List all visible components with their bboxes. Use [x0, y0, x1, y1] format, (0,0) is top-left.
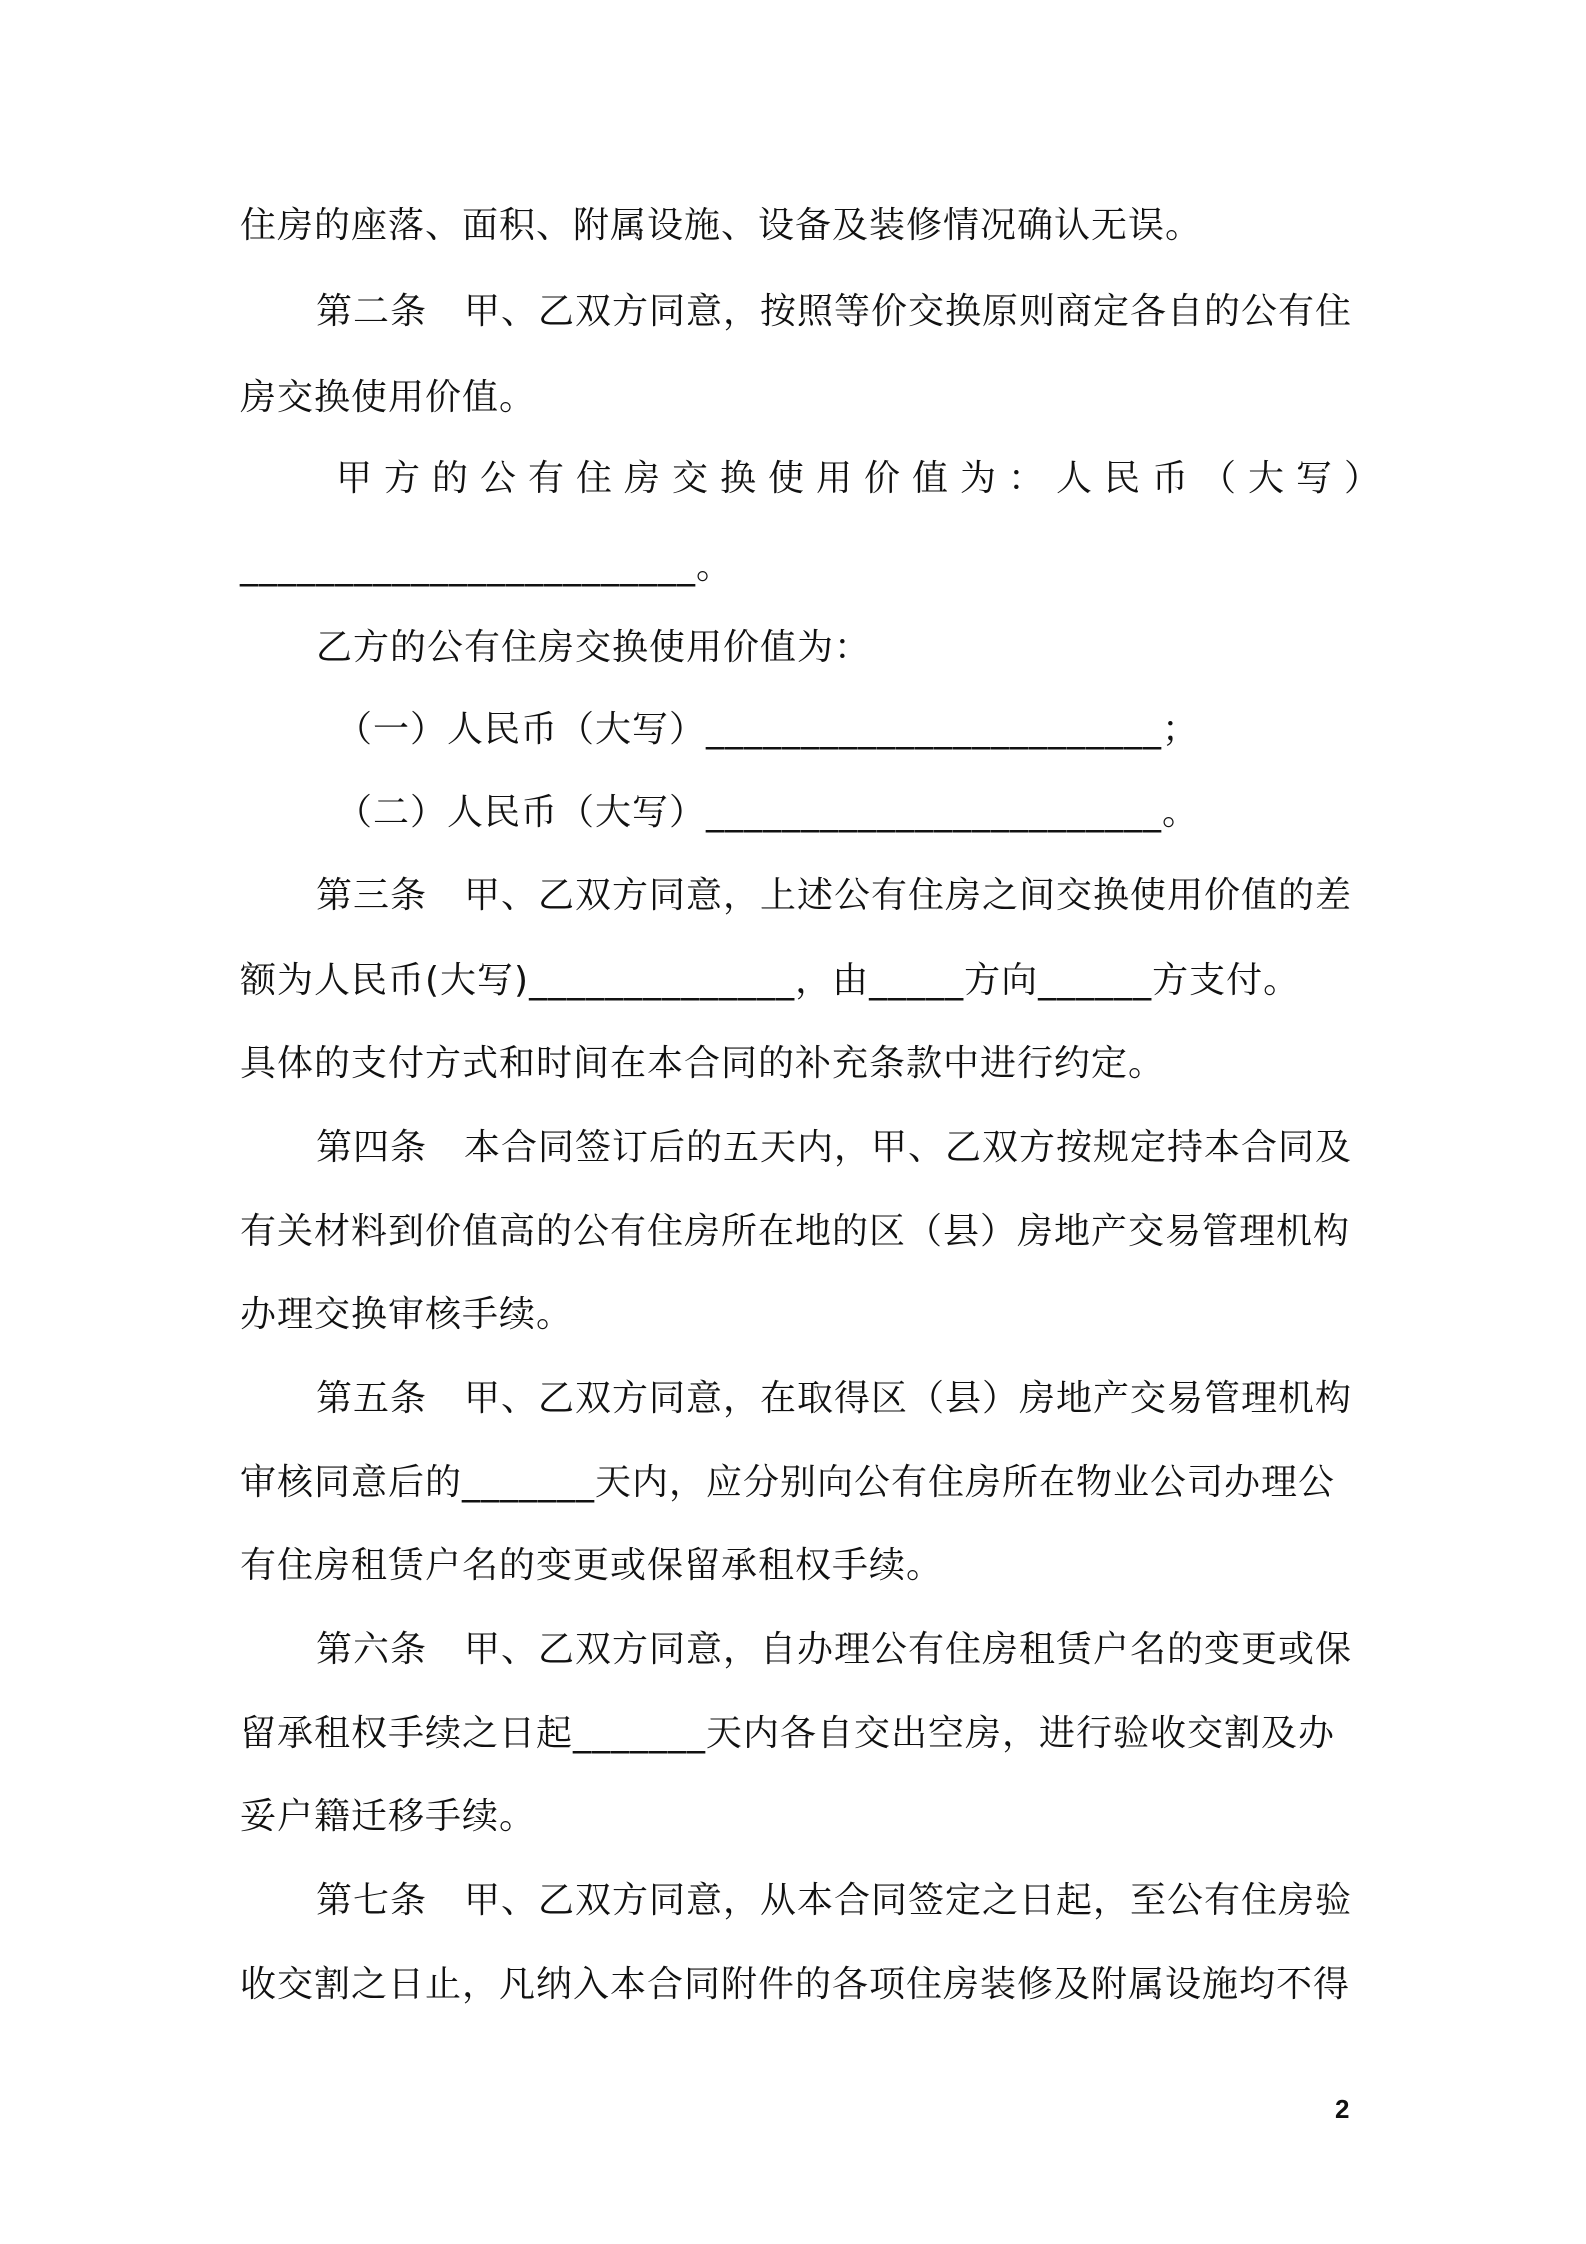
- text-line: 办理交换审核手续。: [240, 1294, 574, 1335]
- party-b-value-line: 乙方的公有住房交换使用价值为：: [316, 627, 872, 668]
- text-line: 收交割之日止，凡纳入本合同附件的各项住房装修及附属设施均不得: [240, 1964, 1351, 2005]
- text-line: 审核同意后的_______天内，应分别向公有住房所在物业公司办理公: [240, 1462, 1336, 1503]
- text-line: 住房的座落、面积、附属设施、设备及装修情况确认无误。: [240, 205, 1203, 246]
- text-line: 有关材料到价值高的公有住房所在地的区（县）房地产交易管理机构: [240, 1211, 1351, 1252]
- text-line: 额为人民币(大写)______________，由_____方向______方支付。: [240, 960, 1301, 1001]
- article-4-heading-line: 第四条 本合同签订后的五天内，甲、乙双方按规定持本合同及: [316, 1127, 1353, 1168]
- article-3-heading-line: 第三条 甲、乙双方同意，上述公有住房之间交换使用价值的差: [316, 875, 1353, 916]
- article-2-heading-line: 第二条 甲、乙双方同意，按照等价交换原则商定各自的公有住: [316, 291, 1353, 332]
- text-line: 房交换使用价值。: [240, 377, 537, 418]
- page-number: 2: [1335, 2094, 1350, 2124]
- text-line: 有住房租赁户名的变更或保留承租权手续。: [240, 1545, 944, 1586]
- text-line: 留承租权手续之日起_______天内各自交出空房，进行验收交割及办: [240, 1713, 1336, 1754]
- article-6-heading-line: 第六条 甲、乙双方同意，自办理公有住房租赁户名的变更或保: [316, 1629, 1353, 1670]
- text-line: 妥户籍迁移手续。: [240, 1796, 537, 1837]
- text-line: 具体的支付方式和时间在本合同的补充条款中进行约定。: [240, 1043, 1166, 1084]
- party-a-value-line: 甲方的公有住房交换使用价值为：人民币（大写）: [336, 458, 1393, 499]
- blank-line: ________________________。: [240, 546, 733, 587]
- article-7-heading-line: 第七条 甲、乙双方同意，从本合同签定之日起，至公有住房验: [316, 1880, 1353, 1921]
- list-item: （一）人民币（大写）________________________；: [336, 709, 1200, 750]
- list-item: （二）人民币（大写）________________________。: [336, 792, 1200, 833]
- article-5-heading-line: 第五条 甲、乙双方同意，在取得区（县）房地产交易管理机构: [316, 1378, 1353, 1419]
